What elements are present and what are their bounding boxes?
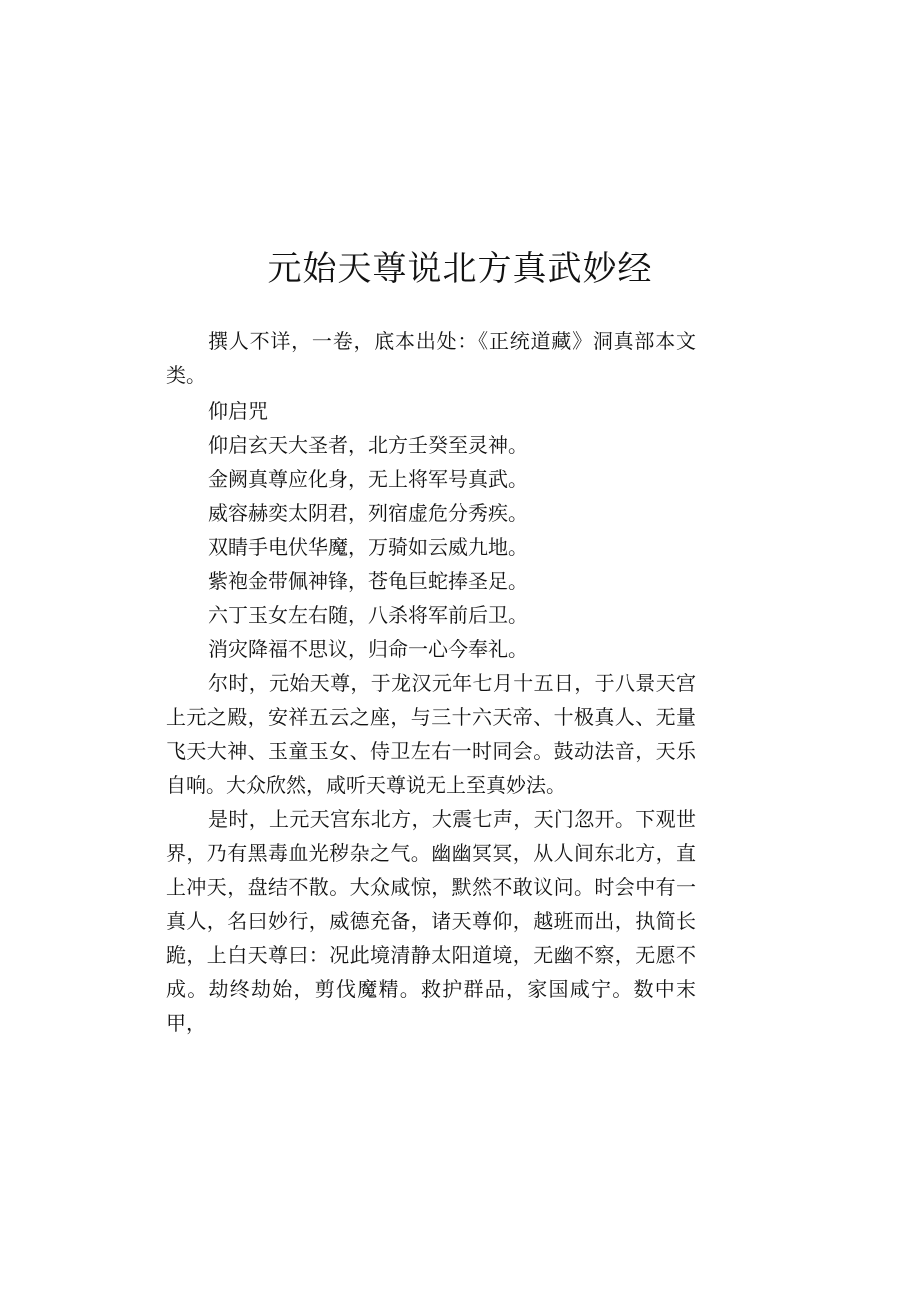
verse-line: 仰启玄天大圣者，北方壬癸至灵神。 — [208, 433, 528, 457]
invocation-heading: 仰启咒 — [208, 399, 268, 423]
body-paragraph-1: 尔时，元始天尊，于龙汉元年七月十五日，于八景天宫上元之殿，安祥五云之座，与三十六天帝、十极真人、无量飞天大神、玉童玉女、侍卫左右一时同会。鼓动法音，天乐自响。大众欣然，咸听天尊说无上至真妙法。 — [166, 671, 696, 797]
verse-line: 六丁玉女左右随，八杀将军前后卫。 — [208, 603, 528, 627]
document-title: 元始天尊说北方真武妙经 — [267, 249, 653, 289]
verse-line: 金阙真尊应化身，无上将军号真武。 — [208, 467, 528, 491]
body-paragraph-2: 是时，上元天宫东北方，大震七声，天门忽开。下观世界，乃有黑毒血光秽杂之气。幽幽冥冥，从人间东北方，直上冲天，盘结不散。大众咸惊，默然不敢议问。时会中有一真人，名曰妙行，威德充备，诸天尊仰，越班而出，执简长跪，上白天尊曰：况此境清静太阳道境，无幽不察，无愿不成。劫终劫始，剪伐魔精。救护群品，家国咸宁。数中末甲， — [166, 807, 696, 1035]
verse-line: 威容赫奕太阴君，列宿虚危分秀疾。 — [208, 501, 528, 525]
verse-line: 紫袍金带佩神锋，苍龟巨蛇捧圣足。 — [208, 569, 528, 593]
verse-line: 消灾降福不思议，归命一心今奉礼。 — [208, 637, 528, 661]
intro-paragraph: 撰人不详，一卷，底本出处：《正统道藏》洞真部本文类。 — [166, 329, 696, 387]
document-body — [166, 324, 696, 1040]
verse-line: 双睛手电伏华魔，万骑如云威九地。 — [208, 535, 528, 559]
